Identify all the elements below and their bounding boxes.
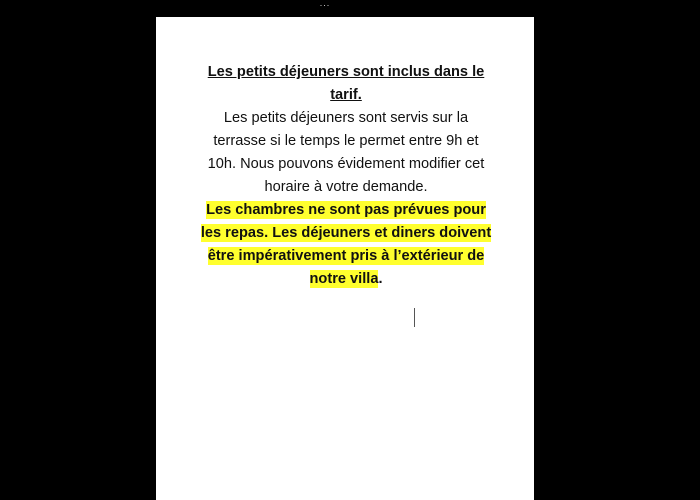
breakfast-paragraph: Les petits déjeuners sont servis sur la terrasse si le temps le permet entre 9h et 10h. Nous pouvons évidement modifier cet horaire à votre demande. xyxy=(207,110,485,195)
text-cursor xyxy=(414,308,415,327)
highlighted-notice xyxy=(200,199,492,291)
highlighted-notice-text: Les chambres ne sont pas prévues pour les repas. Les déjeuners et diners doivent être impérativement pris à l’extérieur de notre villa xyxy=(200,202,492,287)
document-title: Les petits déjeuners sont inclus dans le tarif. xyxy=(207,64,485,103)
top-bar xyxy=(0,0,700,10)
page-content xyxy=(200,61,492,291)
more-horizontal-icon[interactable]: ... xyxy=(319,0,331,8)
notice-period: . xyxy=(378,271,383,287)
document-page xyxy=(156,17,534,500)
